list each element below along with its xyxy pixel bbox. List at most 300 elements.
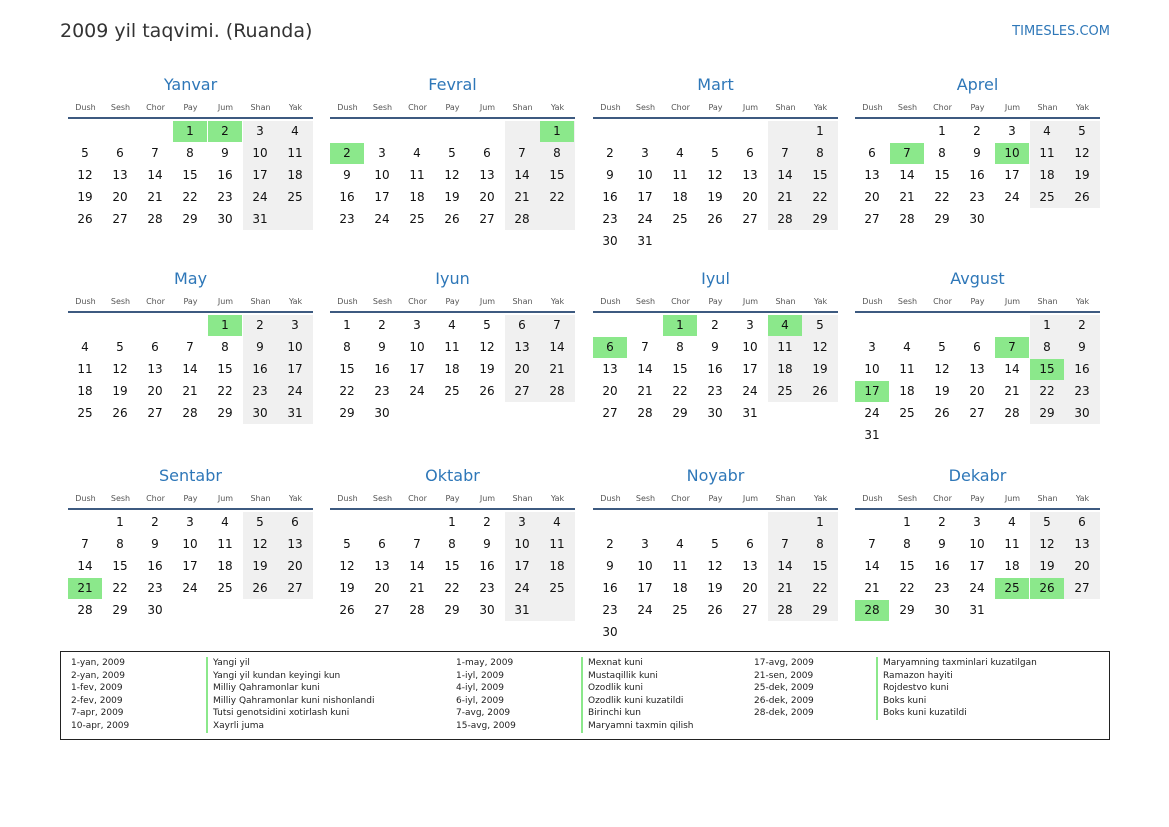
day-cell: 22 [112, 581, 128, 595]
day-cell: 8 [116, 537, 124, 551]
day-cell: 16 [479, 559, 495, 573]
month-iyun [330, 269, 575, 449]
day-cell: 22 [812, 190, 828, 204]
day-cell: 30 [602, 625, 618, 639]
day-cell: 25 [217, 581, 233, 595]
weekday-header: Sesh [372, 494, 393, 503]
legend-date: 6-iyl, 2009 [456, 695, 504, 706]
holiday-day-cell: 15 [1030, 359, 1064, 380]
day-cell: 25 [444, 384, 460, 398]
day-cell: 2 [606, 146, 614, 160]
month-name: Iyun [435, 269, 470, 288]
day-cell: 31 [514, 603, 530, 617]
day-cell: 18 [444, 362, 460, 376]
day-cell: 19 [339, 581, 355, 595]
weekday-header: Jum [742, 103, 759, 112]
weekday-header: Yak [288, 494, 303, 503]
day-cell: 6 [151, 340, 159, 354]
day-cell: 4 [1043, 124, 1051, 138]
holiday-day-cell: 7 [995, 337, 1029, 358]
day-cell: 7 [868, 537, 876, 551]
legend-holiday-name: Birinchi kun [581, 707, 693, 720]
weekday-header: Jum [1004, 297, 1021, 306]
day-cell: 25 [672, 603, 688, 617]
day-cell: 7 [781, 537, 789, 551]
day-cell: 27 [112, 212, 128, 226]
day-cell: 13 [602, 362, 618, 376]
day-cell: 24 [287, 384, 303, 398]
day-cell: 22 [899, 581, 915, 595]
day-cell: 4 [676, 537, 684, 551]
day-cell: 31 [742, 406, 758, 420]
day-cell: 20 [479, 190, 495, 204]
day-cell: 2 [606, 537, 614, 551]
holiday-day-cell: 26 [1030, 578, 1064, 599]
weekday-header: Shan [250, 297, 271, 306]
month-yanvar [68, 75, 313, 255]
day-cell: 3 [256, 124, 264, 138]
legend-holiday-name: Mustaqillik kuni [581, 670, 693, 683]
day-cell: 29 [339, 406, 355, 420]
site-link[interactable]: TIMESLES.COM [1012, 24, 1110, 39]
weekday-header: Dush [600, 297, 621, 306]
day-cell: 28 [549, 384, 565, 398]
legend-date: 26-dek, 2009 [754, 695, 814, 706]
day-cell: 26 [812, 384, 828, 398]
weekday-header: Yak [550, 103, 565, 112]
day-cell: 14 [1004, 362, 1020, 376]
weekday-header: Yak [550, 494, 565, 503]
weekday-header: Chor [146, 297, 165, 306]
month-name: Mart [697, 75, 734, 94]
month-name: Oktabr [425, 466, 480, 485]
day-cell: 18 [899, 384, 915, 398]
weekday-header: Chor [146, 103, 165, 112]
day-cell: 24 [637, 212, 653, 226]
header-rule [68, 508, 313, 510]
day-cell: 9 [1078, 340, 1086, 354]
day-cell: 24 [1004, 190, 1020, 204]
day-cell: 19 [1074, 168, 1090, 182]
day-cell: 18 [672, 581, 688, 595]
day-cell: 6 [746, 537, 754, 551]
weekday-header: Jum [1004, 494, 1021, 503]
day-cell: 7 [553, 318, 561, 332]
day-cell: 5 [938, 340, 946, 354]
day-cell: 9 [483, 537, 491, 551]
day-cell: 13 [742, 559, 758, 573]
legend-name-column [206, 657, 374, 733]
day-cell: 26 [112, 406, 128, 420]
day-cell: 4 [413, 146, 421, 160]
day-cell: 9 [221, 146, 229, 160]
day-cell: 17 [742, 362, 758, 376]
day-cell: 16 [217, 168, 233, 182]
day-cell: 21 [899, 190, 915, 204]
day-cell: 14 [77, 559, 93, 573]
day-cell: 5 [1078, 124, 1086, 138]
month-iyul [593, 269, 838, 449]
day-cell: 26 [707, 212, 723, 226]
day-cell: 1 [938, 124, 946, 138]
legend-date: 7-apr, 2009 [71, 708, 124, 719]
weekday-header: Pay [708, 494, 723, 503]
day-cell: 4 [221, 515, 229, 529]
day-cell: 5 [711, 537, 719, 551]
day-cell: 13 [864, 168, 880, 182]
day-cell: 16 [1074, 362, 1090, 376]
header-rule [68, 311, 313, 313]
header-rule [593, 117, 838, 119]
day-cell: 16 [339, 190, 355, 204]
day-cell: 16 [374, 362, 390, 376]
day-cell: 17 [637, 581, 653, 595]
day-cell: 9 [711, 340, 719, 354]
day-cell: 26 [479, 384, 495, 398]
day-cell: 14 [549, 340, 565, 354]
day-cell: 21 [777, 190, 793, 204]
weekday-header: Shan [250, 494, 271, 503]
weekday-header: Chor [146, 494, 165, 503]
day-cell: 21 [147, 190, 163, 204]
day-cell: 27 [479, 212, 495, 226]
day-cell: 21 [514, 190, 530, 204]
day-cell: 13 [147, 362, 163, 376]
day-cell: 31 [252, 212, 268, 226]
month-name: Fevral [428, 75, 477, 94]
day-cell: 13 [287, 537, 303, 551]
header-rule [593, 311, 838, 313]
day-cell: 5 [116, 340, 124, 354]
weekday-header: Pay [708, 103, 723, 112]
weekday-header: Dush [600, 494, 621, 503]
month-name: Iyul [701, 269, 730, 288]
day-cell: 10 [514, 537, 530, 551]
legend-date: 7-avg, 2009 [456, 708, 511, 719]
day-cell: 3 [413, 318, 421, 332]
day-cell: 9 [151, 537, 159, 551]
day-cell: 2 [711, 318, 719, 332]
day-cell: 28 [777, 603, 793, 617]
weekday-header: Sesh [635, 494, 656, 503]
day-cell: 1 [903, 515, 911, 529]
legend-holiday-name: Ramazon hayiti [876, 670, 1037, 683]
day-cell: 29 [812, 212, 828, 226]
holiday-day-cell: 17 [855, 381, 889, 402]
weekday-header: Shan [512, 297, 533, 306]
weekday-header: Chor [408, 494, 427, 503]
day-cell: 6 [483, 146, 491, 160]
month-fevral [330, 75, 575, 255]
day-cell: 26 [707, 603, 723, 617]
day-cell: 13 [479, 168, 495, 182]
weekday-header: Dush [862, 494, 883, 503]
legend-date: 28-dek, 2009 [754, 708, 814, 719]
day-cell: 28 [514, 212, 530, 226]
day-cell: 24 [637, 603, 653, 617]
holiday-day-cell: 4 [768, 315, 802, 336]
day-cell: 23 [147, 581, 163, 595]
header-rule [330, 117, 575, 119]
day-cell: 1 [1043, 318, 1051, 332]
day-cell: 19 [77, 190, 93, 204]
legend-date: 25-dek, 2009 [754, 683, 814, 694]
day-cell: 11 [444, 340, 460, 354]
day-cell: 15 [812, 168, 828, 182]
day-cell: 20 [1074, 559, 1090, 573]
holiday-day-cell: 25 [995, 578, 1029, 599]
legend-date-column [456, 657, 516, 733]
day-cell: 8 [816, 537, 824, 551]
day-cell: 23 [374, 384, 390, 398]
legend-name-column [876, 657, 1037, 720]
day-cell: 21 [864, 581, 880, 595]
weekday-header: Sesh [635, 103, 656, 112]
day-cell: 16 [707, 362, 723, 376]
day-cell: 27 [864, 212, 880, 226]
day-cell: 14 [899, 168, 915, 182]
day-cell: 3 [378, 146, 386, 160]
day-cell: 11 [777, 340, 793, 354]
day-cell: 19 [934, 384, 950, 398]
day-cell: 28 [147, 212, 163, 226]
day-cell: 23 [339, 212, 355, 226]
holiday-day-cell: 1 [208, 315, 242, 336]
weekday-header: Sesh [110, 297, 131, 306]
day-cell: 5 [1043, 515, 1051, 529]
day-cell: 18 [217, 559, 233, 573]
month-may [68, 269, 313, 449]
month-dekabr [855, 466, 1100, 646]
day-cell: 15 [899, 559, 915, 573]
legend-date: 15-avg, 2009 [456, 720, 516, 731]
day-cell: 30 [479, 603, 495, 617]
day-cell: 14 [637, 362, 653, 376]
day-cell: 22 [444, 581, 460, 595]
day-cell: 21 [409, 581, 425, 595]
day-cell: 1 [343, 318, 351, 332]
day-cell: 26 [444, 212, 460, 226]
weekday-header: Chor [408, 297, 427, 306]
day-cell: 29 [112, 603, 128, 617]
day-cell: 17 [182, 559, 198, 573]
weekday-header: Jum [1004, 103, 1021, 112]
weekday-header: Pay [445, 494, 460, 503]
day-cell: 1 [816, 124, 824, 138]
day-cell: 22 [672, 384, 688, 398]
header-rule [855, 311, 1100, 313]
legend-date: 2-yan, 2009 [71, 670, 125, 681]
month-sentabr [68, 466, 313, 646]
weekday-header: Sesh [110, 494, 131, 503]
day-cell: 12 [812, 340, 828, 354]
day-cell: 12 [707, 559, 723, 573]
legend-holiday-name: Boks kuni kuzatildi [876, 707, 1037, 720]
day-cell: 18 [672, 190, 688, 204]
day-cell: 15 [672, 362, 688, 376]
day-cell: 2 [378, 318, 386, 332]
legend-date: 17-avg, 2009 [754, 658, 814, 668]
weekday-header: Sesh [372, 297, 393, 306]
day-cell: 25 [549, 581, 565, 595]
month-noyabr [593, 466, 838, 646]
day-cell: 17 [514, 559, 530, 573]
weekday-header: Pay [970, 103, 985, 112]
day-cell: 4 [448, 318, 456, 332]
weekday-header: Dush [337, 103, 358, 112]
day-cell: 20 [287, 559, 303, 573]
day-cell: 27 [742, 212, 758, 226]
day-cell: 8 [1043, 340, 1051, 354]
day-cell: 30 [1074, 406, 1090, 420]
month-name: Avgust [950, 269, 1005, 288]
holiday-day-cell: 1 [540, 121, 574, 142]
day-cell: 9 [343, 168, 351, 182]
day-cell: 22 [1039, 384, 1055, 398]
header-rule [855, 508, 1100, 510]
day-cell: 2 [973, 124, 981, 138]
weekday-header: Sesh [110, 103, 131, 112]
day-cell: 4 [81, 340, 89, 354]
legend-holiday-name: Yangi yil [206, 657, 374, 670]
day-cell: 18 [1004, 559, 1020, 573]
weekday-header: Dush [862, 297, 883, 306]
day-cell: 26 [252, 581, 268, 595]
day-cell: 20 [864, 190, 880, 204]
day-cell: 28 [777, 212, 793, 226]
day-cell: 13 [742, 168, 758, 182]
day-cell: 31 [864, 428, 880, 442]
legend-holiday-name: Milliy Qahramonlar kuni nishonlandi [206, 695, 374, 708]
day-cell: 23 [602, 212, 618, 226]
month-name: Sentabr [159, 466, 222, 485]
weekday-header: Shan [775, 494, 796, 503]
day-cell: 10 [182, 537, 198, 551]
weekday-header: Dush [600, 103, 621, 112]
day-cell: 24 [409, 384, 425, 398]
day-cell: 24 [182, 581, 198, 595]
day-cell: 17 [252, 168, 268, 182]
weekday-header: Jum [217, 297, 234, 306]
day-cell: 30 [934, 603, 950, 617]
day-cell: 27 [1074, 581, 1090, 595]
day-cell: 7 [151, 146, 159, 160]
day-cell: 26 [77, 212, 93, 226]
day-cell: 21 [637, 384, 653, 398]
day-cell: 25 [672, 212, 688, 226]
day-cell: 14 [182, 362, 198, 376]
day-cell: 16 [147, 559, 163, 573]
day-cell: 21 [1004, 384, 1020, 398]
legend-holiday-name: Maryamning taxminlari kuzatilgan [876, 657, 1037, 670]
weekday-header: Shan [775, 297, 796, 306]
day-cell: 13 [969, 362, 985, 376]
weekday-header: Dush [75, 103, 96, 112]
page-title: 2009 yil taqvimi. (Ruanda) [60, 20, 313, 42]
day-cell: 11 [899, 362, 915, 376]
day-cell: 9 [938, 537, 946, 551]
header-rule [593, 508, 838, 510]
holiday-day-cell: 1 [663, 315, 697, 336]
day-cell: 19 [707, 581, 723, 595]
day-cell: 9 [606, 559, 614, 573]
day-cell: 13 [1074, 537, 1090, 551]
day-cell: 18 [1039, 168, 1055, 182]
day-cell: 17 [969, 559, 985, 573]
month-name: May [173, 269, 208, 288]
weekday-header: Pay [970, 297, 985, 306]
day-cell: 29 [934, 212, 950, 226]
day-cell: 17 [637, 190, 653, 204]
day-cell: 20 [374, 581, 390, 595]
day-cell: 19 [1039, 559, 1055, 573]
day-cell: 6 [378, 537, 386, 551]
day-cell: 12 [112, 362, 128, 376]
legend-date: 1-may, 2009 [456, 658, 514, 668]
weekday-header: Dush [337, 297, 358, 306]
day-cell: 6 [116, 146, 124, 160]
day-cell: 28 [899, 212, 915, 226]
day-cell: 5 [81, 146, 89, 160]
month-avgust [855, 269, 1100, 449]
day-cell: 5 [448, 146, 456, 160]
header-rule [855, 117, 1100, 119]
month-name: Aprel [956, 75, 999, 94]
weekday-header: Jum [217, 103, 234, 112]
day-cell: 10 [637, 168, 653, 182]
month-mart [593, 75, 838, 255]
day-cell: 27 [602, 406, 618, 420]
day-cell: 6 [1078, 515, 1086, 529]
day-cell: 22 [934, 190, 950, 204]
day-cell: 11 [549, 537, 565, 551]
day-cell: 11 [672, 559, 688, 573]
weekday-header: Yak [1075, 297, 1090, 306]
holiday-day-cell: 2 [330, 143, 364, 164]
weekday-header: Yak [1075, 494, 1090, 503]
weekday-header: Chor [933, 494, 952, 503]
month-aprel [855, 75, 1100, 255]
legend-holiday-name: Boks kuni [876, 695, 1037, 708]
day-cell: 3 [973, 515, 981, 529]
day-cell: 15 [812, 559, 828, 573]
day-cell: 31 [637, 234, 653, 248]
day-cell: 21 [182, 384, 198, 398]
day-cell: 17 [409, 362, 425, 376]
weekday-header: Dush [337, 494, 358, 503]
legend-holiday-name: Xayrli juma [206, 720, 374, 733]
day-cell: 10 [742, 340, 758, 354]
day-cell: 13 [112, 168, 128, 182]
day-cell: 6 [973, 340, 981, 354]
day-cell: 17 [287, 362, 303, 376]
legend-name-column [581, 657, 693, 733]
weekday-header: Sesh [635, 297, 656, 306]
day-cell: 22 [217, 384, 233, 398]
day-cell: 2 [256, 318, 264, 332]
day-cell: 4 [676, 146, 684, 160]
day-cell: 3 [641, 537, 649, 551]
day-cell: 11 [217, 537, 233, 551]
day-cell: 10 [637, 559, 653, 573]
weekday-header: Chor [408, 103, 427, 112]
day-cell: 2 [483, 515, 491, 529]
day-cell: 7 [641, 340, 649, 354]
day-cell: 27 [742, 603, 758, 617]
day-cell: 19 [252, 559, 268, 573]
holiday-legend [60, 651, 1110, 740]
day-cell: 15 [182, 168, 198, 182]
